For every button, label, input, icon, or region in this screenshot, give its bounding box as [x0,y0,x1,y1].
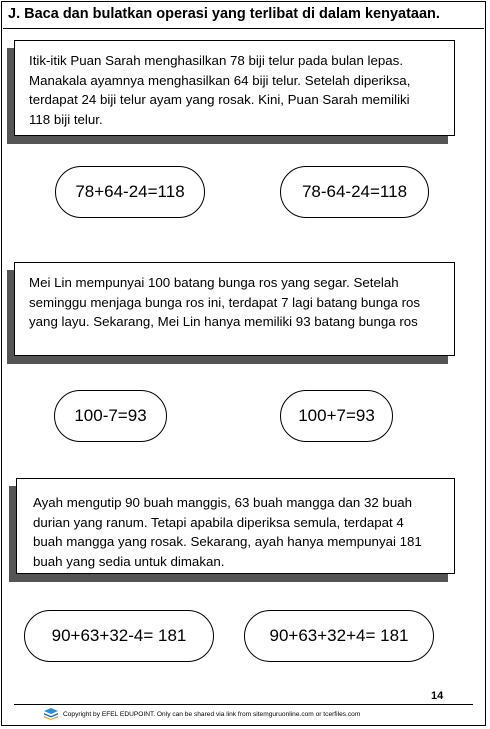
option-label: 90+63+32+4= 181 [269,626,409,645]
question-3-line: Ayah mengutip 90 buah manggis, 63 buah mangga dan 32 buah [33,495,413,510]
heading-divider [3,28,484,29]
question-2-line: yang layu. Sekarang, Mei Lin hanya memiliki 93 batang bunga ros [29,314,418,329]
question-2-option-b[interactable] [280,390,393,442]
option-label: 90+63+32-4= 181 [51,626,187,645]
question-1-line: 118 biji telur. [29,111,103,127]
stacked-books-icon [44,708,58,720]
page-number: 14 [431,690,444,702]
option-label: 100-7=93 [74,406,147,425]
question-2-line: Mei Lin mempunyai 100 batang bunga ros yang segar. Setelah [29,275,399,290]
question-1-box [14,40,455,136]
question-3-line: buah mangga yang rosak. Sekarang, ayah hanya mempunyai 181 [33,534,422,549]
question-3-box [16,478,455,574]
option-label: 78+64-24=118 [75,182,185,201]
question-2-box [14,262,455,356]
question-1-line: terdapat 24 biji telur ayam yang rosak. Kini, Puan Sarah memiliki [29,92,410,107]
question-3-line: buah yang sedia untuk dimakan. [33,553,225,569]
question-2-option-a[interactable] [54,390,167,442]
question-1-line: Manakala ayamnya menghasilkan 64 biji telur. Setelah diperiksa, [29,72,411,88]
footer [44,708,360,720]
question-3-option-b[interactable] [244,610,434,662]
option-label: 78-64-24=118 [301,182,408,201]
option-label: 100+7=93 [298,406,375,425]
question-3-line: durian yang ranum. Tetapi apabila diperiksa semula, terdapat 4 [33,514,404,530]
question-2-line: seminggu menjaga bunga ros ini, terdapat 7 lagi batang bunga ros [29,294,421,310]
footer-divider [14,704,473,705]
copyright-text: Copyright by EFEL EDUPOINT. Only can be shared via link from sitemguruonline.com or tcerfiles.com [63,710,361,718]
question-1-option-a[interactable] [55,166,205,218]
question-1-line: Itik-itik Puan Sarah menghasilkan 78 biji telur pada bulan lepas. [29,53,404,68]
question-3-option-a[interactable] [24,610,214,662]
section-heading: J. Baca dan bulatkan operasi yang terlibat di dalam kenyataan. [8,6,440,22]
question-1-option-b[interactable] [280,166,429,218]
